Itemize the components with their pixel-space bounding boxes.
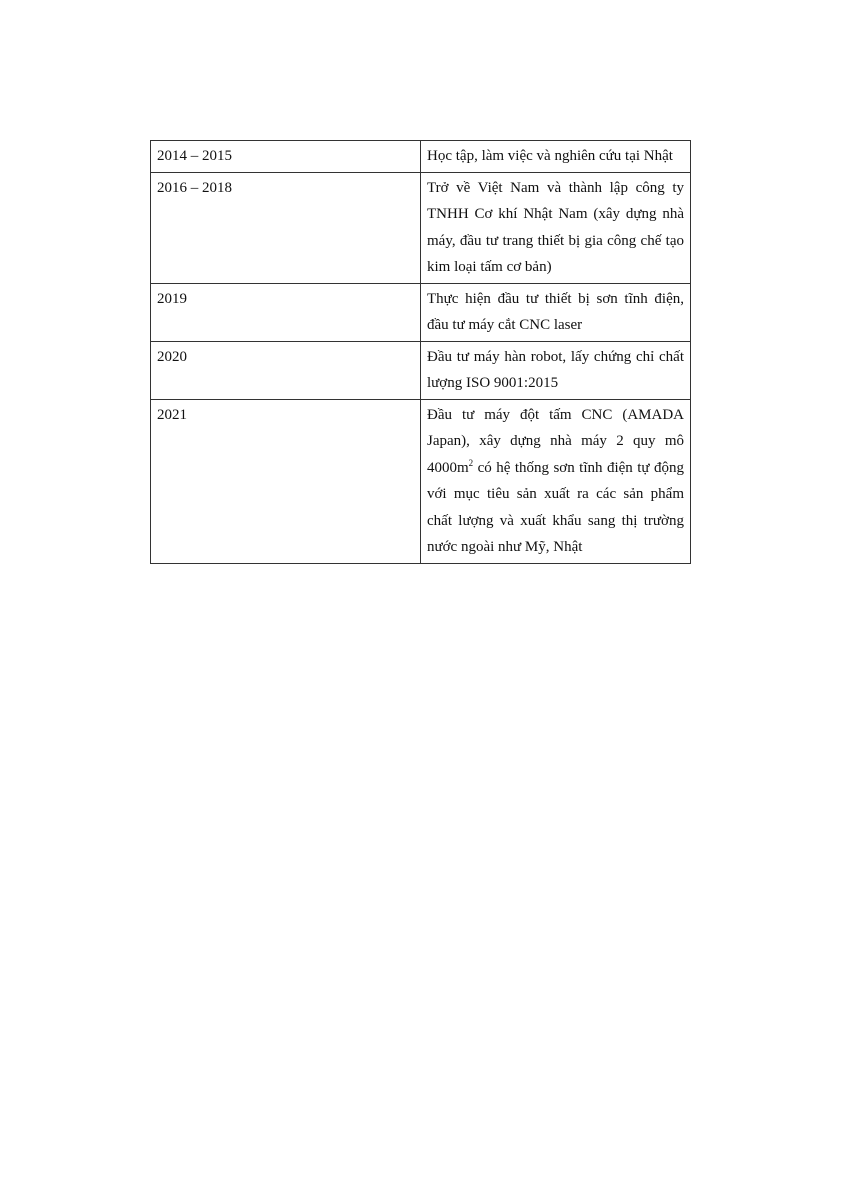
- description-text-after: có hệ thống sơn tĩnh điện tự động với mục tiêu sản xuất ra các sản phẩm chất lượng và xuất khẩu sang thị trường nước ngoài như Mỹ, Nhật: [427, 459, 684, 555]
- table-row: [151, 172, 691, 283]
- superscript-exponent: 2: [468, 457, 474, 468]
- description-text-before: Đầu tư máy đột tấm CNC (AMADA Japan), xây dựng nhà máy 2 quy mô 4000m: [427, 406, 684, 476]
- description-cell: Học tập, làm việc và nghiên cứu tại Nhật: [421, 141, 691, 173]
- table-row: [151, 341, 691, 399]
- table-row: [151, 399, 691, 563]
- description-cell: Thực hiện đầu tư thiết bị sơn tĩnh điện, đầu tư máy cắt CNC laser: [421, 283, 691, 341]
- year-cell: 2021: [151, 399, 421, 563]
- table-row: [151, 283, 691, 341]
- year-cell: 2016 – 2018: [151, 172, 421, 283]
- company-timeline-table: [150, 140, 691, 564]
- table-row: [151, 141, 691, 173]
- description-cell: [421, 399, 691, 563]
- year-cell: 2020: [151, 341, 421, 399]
- year-cell: 2014 – 2015: [151, 141, 421, 173]
- description-cell: Trở về Việt Nam và thành lập công ty TNHH Cơ khí Nhật Nam (xây dựng nhà máy, đầu tư trang thiết bị gia công chế tạo kim loại tấm cơ bản): [421, 172, 691, 283]
- year-cell: 2019: [151, 283, 421, 341]
- description-cell: Đầu tư máy hàn robot, lấy chứng chỉ chất lượng ISO 9001:2015: [421, 341, 691, 399]
